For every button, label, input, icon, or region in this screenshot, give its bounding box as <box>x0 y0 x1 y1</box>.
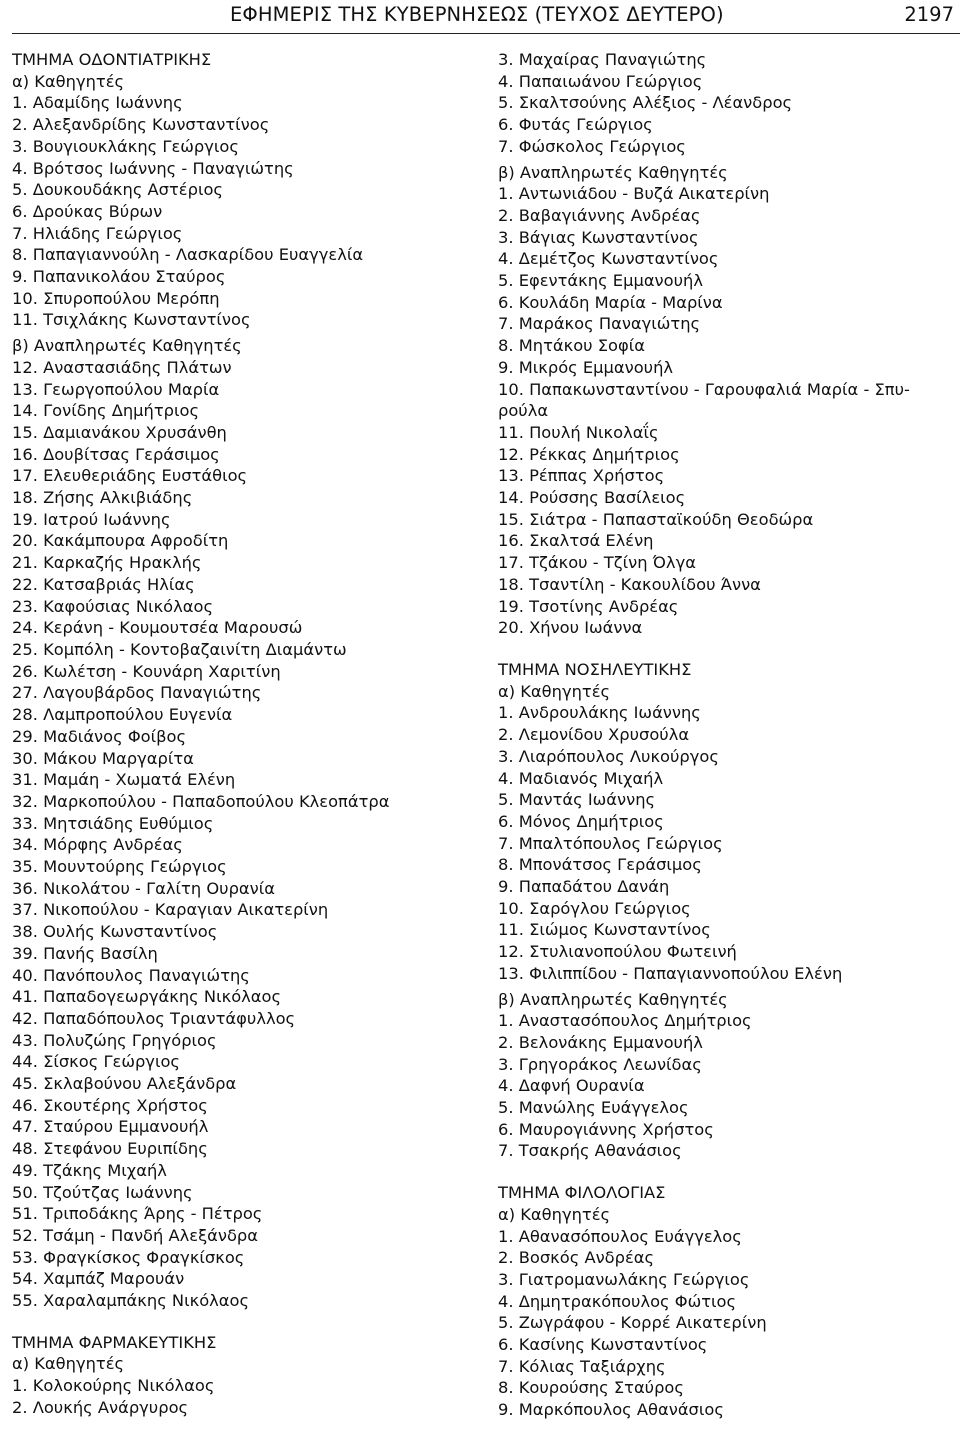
list-item: 6. Μόνος Δημήτριος <box>498 811 664 831</box>
spacer <box>12 1312 482 1332</box>
list-item: 4. Δεμέτζος Κωνσταντίνος <box>498 249 719 269</box>
list-item: 10. Παπακωνσταντίνου - Γαρουφαλιά Μαρία - Σπυ- <box>498 379 910 399</box>
list-item: 2. Λεμονίδου Χρυσούλα <box>498 725 690 745</box>
list-item: 6. Φυτάς Γεώργιος <box>498 115 653 135</box>
list-item: 31. Μαμάη - Χωματά Ελένη <box>12 770 236 790</box>
list-item: 33. Μητσιάδης Ευθύμιος <box>12 813 214 833</box>
list-item: 12. Ρέκκας Δημήτριος <box>498 444 680 464</box>
section-title-farmakeftikis: ΤΜΗΜΑ ΦΑΡΜΑΚΕΥΤΙΚΗΣ <box>12 1332 217 1352</box>
list-filologias-professors <box>498 1226 953 1421</box>
page-number: 2197 <box>904 3 954 26</box>
section-title-nosileftikis: ΤΜΗΜΑ ΝΟΣΗΛΕΥΤΙΚΗΣ <box>498 659 692 679</box>
list-item: 18. Τσαντίλη - Κακουλίδου Άννα <box>498 574 761 594</box>
list-item: 18. Ζήσης Αλκιβιάδης <box>12 488 193 508</box>
list-item: 15. Δαμιανάκου Χρυσάνθη <box>12 422 227 442</box>
list-item: 53. Φραγκίσκος Φραγκίσκος <box>12 1247 245 1267</box>
subheading-professors: α) Καθηγητές <box>12 71 125 91</box>
list-item: 17. Τζάκου - Τζίνη Όλγα <box>498 553 696 573</box>
list-farmakeftikis-professors-cont <box>498 49 953 158</box>
list-item: 5. Δουκουδάκης Αστέριος <box>12 180 223 200</box>
list-item: 25. Κομπόλη - Κοντοβαζαινίτη Διαμάντω <box>12 639 347 659</box>
list-item: 16. Σκαλτσά Ελένη <box>498 531 654 551</box>
left-column <box>12 49 482 1419</box>
list-item: 4. Μαδιανός Μιχαήλ <box>498 768 664 788</box>
list-item: 54. Χαμπάζ Μαρουάν <box>12 1269 185 1289</box>
list-item: 17. Ελευθεριάδης Ευστάθιος <box>12 466 248 486</box>
list-item: 2. Βελονάκης Εμμανουήλ <box>498 1032 703 1052</box>
list-item: 24. Κεράνη - Κουμουτσέα Μαρουσώ <box>12 618 303 638</box>
list-item: 9. Παπαδάτου Δανάη <box>498 877 670 897</box>
list-item: 26. Κωλέτση - Κουνάρη Χαριτίνη <box>12 661 281 681</box>
list-item: 7. Μαράκος Παναγιώτης <box>498 314 701 334</box>
list-item: 35. Μουντούρης Γεώργιος <box>12 857 227 877</box>
list-odontiatrikis-professors <box>12 92 482 331</box>
list-item: 13. Φιλιππίδου - Παπαγιαννοπούλου Ελένη <box>498 963 843 983</box>
list-item: 1. Αντωνιάδου - Βυζά Αικατερίνη <box>498 184 770 204</box>
list-item: 13. Ρέππας Χρήστος <box>498 466 665 486</box>
list-item: 4. Βρότσος Ιωάννης - Παναγιώτης <box>12 158 294 178</box>
list-item: 20. Χήνου Ιωάννα <box>498 618 643 638</box>
list-item: 43. Πολυζώης Γρηγόριος <box>12 1030 217 1050</box>
list-item: 50. Τζούτζας Ιωάννης <box>12 1182 193 1202</box>
list-item: 1. Αναστασόπουλος Δημήτριος <box>498 1011 752 1031</box>
list-item: 2. Λουκής Ανάργυρος <box>12 1397 189 1417</box>
list-item: 5. Εφεντάκης Εμμανουήλ <box>498 271 703 291</box>
list-item: 8. Κουρούσης Σταύρος <box>498 1378 684 1398</box>
list-item: 7. Κόλιας Ταξιάρχης <box>498 1356 666 1376</box>
spacer <box>498 1162 953 1182</box>
list-item: 52. Τσάμη - Πανδή Αλεξάνδρα <box>12 1225 258 1245</box>
header-divider <box>12 33 960 34</box>
list-item: 42. Παπαδόπουλος Τριαντάφυλλος <box>12 1008 296 1028</box>
list-nosileftikis-professors <box>498 702 953 984</box>
list-item: 15. Σιάτρα - Παπασταϊκούδη Θεοδώρα <box>498 509 814 529</box>
list-item: 5. Μαντάς Ιωάννης <box>498 790 656 810</box>
list-item: 28. Λαμπροπούλου Ευγενία <box>12 705 233 725</box>
subheading-professors: α) Καθηγητές <box>498 681 611 701</box>
list-item: 5. Σκαλτσούνης Αλέξιος - Λέανδρος <box>498 93 793 113</box>
list-item: 29. Μαδιάνος Φοίβος <box>12 726 187 746</box>
list-item: 3. Μαχαίρας Παναγιώτης <box>498 50 707 69</box>
list-item: 10. Σαρόγλου Γεώργιος <box>498 898 691 918</box>
list-item: 34. Μόρφης Ανδρέας <box>12 835 183 855</box>
list-item: 38. Ουλής Κωνσταντίνος <box>12 922 218 942</box>
list-item: 3. Λιαρόπουλος Λυκούργος <box>498 746 719 766</box>
list-item: 12. Στυλιανοπούλου Φωτεινή <box>498 942 737 962</box>
list-item: 3. Βουγιουκλάκης Γεώργιος <box>12 136 239 156</box>
list-item: 30. Μάκου Μαργαρίτα <box>12 748 194 768</box>
list-item: 51. Τριποδάκης Άρης - Πέτρος <box>12 1204 263 1224</box>
list-item: 23. Καφούσιας Νικόλαος <box>12 596 214 616</box>
list-item: 6. Δρούκας Βύρων <box>12 201 163 221</box>
list-item: 5. Ζωγράφου - Κορρέ Αικατερίνη <box>498 1313 767 1333</box>
list-item: 1. Αδαμίδης Ιωάννης <box>12 93 183 113</box>
list-item: 4. Δαφνή Ουρανία <box>498 1076 645 1096</box>
list-item: 9. Μικρός Εμμανουήλ <box>498 357 674 377</box>
list-nosileftikis-associate-professors <box>498 1010 953 1162</box>
list-item: 1. Ανδρουλάκης Ιωάννης <box>498 703 701 723</box>
list-item: 39. Πανής Βασίλη <box>12 943 158 963</box>
list-item: 36. Νικολάτου - Γαλίτη Ουρανία <box>12 878 275 898</box>
list-item: 6. Μαυρογιάννης Χρήστος <box>498 1119 714 1139</box>
list-item: 48. Στεφάνου Ευριπίδης <box>12 1139 208 1159</box>
list-item: 2. Βοσκός Ανδρέας <box>498 1248 655 1268</box>
list-item: 3. Γιατρομανωλάκης Γεώργιος <box>498 1269 750 1289</box>
list-item: 5. Μανώλης Ευάγγελος <box>498 1098 689 1118</box>
list-item: 3. Γρηγοράκος Λεωνίδας <box>498 1054 702 1074</box>
list-item: 10. Σπυροπούλου Μερόπη <box>12 288 220 308</box>
list-item: ρούλα <box>498 401 549 421</box>
list-item: 32. Μαρκοπούλου - Παπαδοπούλου Κλεοπάτρα <box>12 791 390 811</box>
right-column <box>498 49 953 1421</box>
spacer <box>498 639 953 659</box>
list-item: 55. Χαραλαμπάκης Νικόλαος <box>12 1291 250 1311</box>
list-item: 7. Τσακρής Αθανάσιος <box>498 1141 682 1161</box>
list-item: 16. Δουβίτσας Γεράσιμος <box>12 444 220 464</box>
list-item: 12. Αναστασιάδης Πλάτων <box>12 357 232 377</box>
list-item: 45. Σκλαβούνου Αλεξάνδρα <box>12 1074 237 1094</box>
list-item: 1. Κολοκούρης Νικόλαος <box>12 1376 215 1396</box>
list-item: 14. Ρούσσης Βασίλειος <box>498 488 686 508</box>
list-item: 14. Γονίδης Δημήτριος <box>12 401 200 421</box>
list-item: 46. Σκουτέρης Χρήστος <box>12 1095 208 1115</box>
list-item: 11. Σιώμος Κωνσταντίνος <box>498 920 711 940</box>
list-item: 1. Αθανασόπουλος Ευάγγελος <box>498 1226 742 1246</box>
list-farmakeftikis-professors <box>12 1375 482 1418</box>
list-item: 8. Παπαγιαννούλη - Λασκαρίδου Ευαγγελία <box>12 245 364 265</box>
list-item: 13. Γεωργοπούλου Μαρία <box>12 379 220 399</box>
list-item: 4. Δημητρακόπουλος Φώτιος <box>498 1291 737 1311</box>
list-item: 9. Παπανικολάου Σταύρος <box>12 267 226 287</box>
section-title-filologias: ΤΜΗΜΑ ΦΙΛΟΛΟΓΙΑΣ <box>498 1183 666 1203</box>
list-item: 9. Μαρκόπουλος Αθανάσιος <box>498 1400 724 1420</box>
gazette-title: ΕΦΗΜΕΡΙΣ ΤΗΣ ΚΥΒΕΡΝΗΣΕΩΣ (ΤΕΥΧΟΣ ΔΕΥΤΕΡΟ) <box>230 3 724 26</box>
section-title-odontiatrikis: ΤΜΗΜΑ ΟΔΟΝΤΙΑΤΡΙΚΗΣ <box>12 50 212 69</box>
subheading-associate-professors: β) Αναπληρωτές Καθηγητές <box>498 989 728 1009</box>
list-item: 7. Μπαλτόπουλος Γεώργιος <box>498 833 723 853</box>
list-item: 40. Πανόπουλος Παναγιώτης <box>12 965 250 985</box>
list-item: 11. Τσιχλάκης Κωνσταντίνος <box>12 310 251 330</box>
list-item: 41. Παπαδογεωργάκης Νικόλαος <box>12 987 282 1007</box>
list-item: 20. Κακάμπουρα Αφροδίτη <box>12 531 229 551</box>
list-item: 19. Τσοτίνης Ανδρέας <box>498 596 679 616</box>
list-item: 44. Σίσκος Γεώργιος <box>12 1052 180 1072</box>
list-item: 27. Λαγουβάρδος Παναγιώτης <box>12 683 262 703</box>
subheading-professors: α) Καθηγητές <box>498 1204 611 1224</box>
list-item: 2. Βαβαγιάννης Ανδρέας <box>498 205 701 225</box>
list-item: 6. Κασίνης Κωνσταντίνος <box>498 1335 708 1355</box>
subheading-associate-professors: β) Αναπληρωτές Καθηγητές <box>498 162 728 182</box>
list-item: 6. Κουλάδη Μαρία - Μαρίνα <box>498 292 723 312</box>
list-item: 8. Μπονάτσος Γεράσιμος <box>498 855 702 875</box>
list-item: 37. Νικοπούλου - Καραγιαν Αικατερίνη <box>12 900 329 920</box>
subheading-associate-professors: β) Αναπληρωτές Καθηγητές <box>12 336 242 356</box>
list-item: 7. Φώσκολος Γεώργιος <box>498 136 686 156</box>
subheading-professors: α) Καθηγητές <box>12 1354 125 1374</box>
list-item: 21. Καρκαζής Ηρακλής <box>12 553 202 573</box>
page-header <box>0 0 960 34</box>
list-item: 7. Ηλιάδης Γεώργιος <box>12 223 183 243</box>
list-item: 3. Βάγιας Κωνσταντίνος <box>498 227 699 247</box>
list-item: 47. Σταύρου Εμμανουήλ <box>12 1117 209 1137</box>
list-item: 11. Πουλή Νικολαΐς <box>498 422 659 442</box>
list-farmakeftikis-associate-professors <box>498 183 953 639</box>
list-item: 49. Τζάκης Μιχαήλ <box>12 1160 167 1180</box>
list-item: 2. Αλεξανδρίδης Κωνσταντίνος <box>12 115 270 135</box>
list-odontiatrikis-associate-professors <box>12 357 482 1312</box>
list-item: 19. Ιατρού Ιωάννης <box>12 509 171 529</box>
list-item: 8. Μητάκου Σοφία <box>498 336 645 356</box>
list-item: 4. Παπαιωάνου Γεώργιος <box>498 71 703 91</box>
list-item: 22. Κατσαβριάς Ηλίας <box>12 574 195 594</box>
